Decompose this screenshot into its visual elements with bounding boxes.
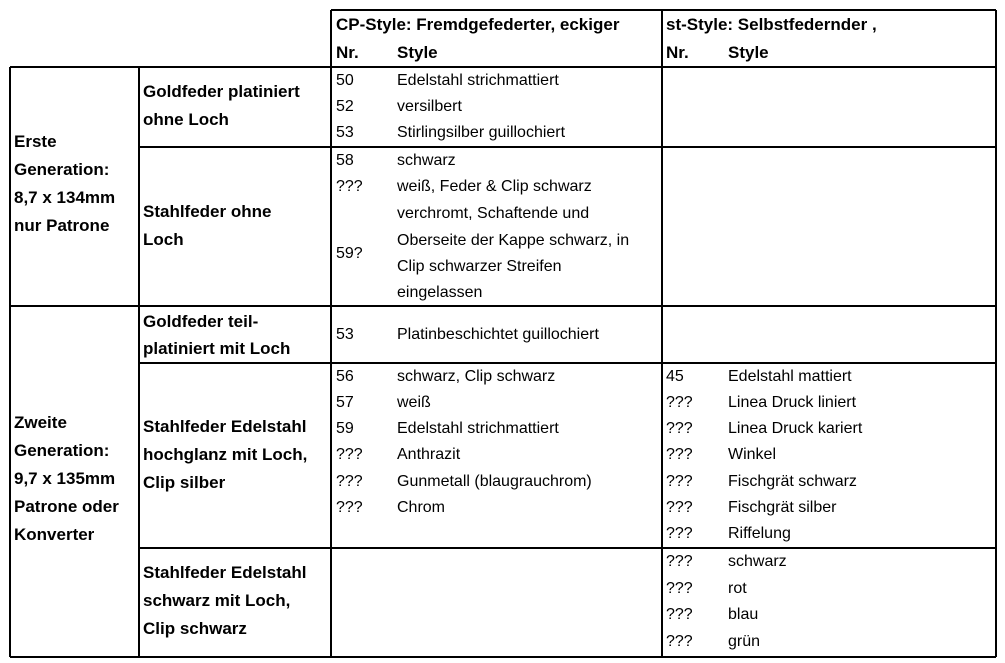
cp-style-cell: versilbert [397, 98, 462, 115]
st-style-cell: Linea Druck kariert [728, 420, 863, 437]
cp-nr-cell: 57 [336, 394, 354, 411]
st-nr-header: Nr. [666, 43, 689, 62]
st-nr-cell: ??? [666, 420, 693, 437]
st-style-cell: rot [728, 580, 747, 597]
cp-style-col-header: Style [397, 43, 438, 62]
gen-label-line: nur Patrone [14, 216, 110, 235]
cp-style-cell: Anthrazit [397, 446, 461, 463]
cp-style-line: schwarz [397, 152, 456, 169]
feed-label-line: Stahlfeder Edelstahl [143, 563, 307, 582]
gen-label-line: Generation: [14, 441, 110, 460]
cp-style-line: verchromt, Schaftende und [397, 205, 590, 222]
cp-style-line: Oberseite der Kappe schwarz, in [397, 232, 630, 249]
st-style-header: st-Style: Selbstfedernder , [666, 15, 877, 34]
cp-nr-cell: ??? [336, 499, 363, 516]
st-style-col-header: Style [728, 43, 769, 62]
feed-label-line: Clip schwarz [143, 619, 247, 638]
st-style-cell: Fischgrät schwarz [728, 473, 857, 490]
st-nr-cell: ??? [666, 633, 693, 650]
cp-style-line: eingelassen [397, 284, 483, 301]
cp-nr-cell: 56 [336, 368, 354, 385]
cp-nr-cell: ??? [336, 473, 363, 490]
feed-label-line: Stahlfeder Edelstahl [143, 417, 307, 436]
cp-style-cell: schwarz, Clip schwarz [397, 368, 556, 385]
st-style-cell: Riffelung [728, 525, 791, 542]
st-nr-cell: 45 [666, 368, 684, 385]
gen-label-line: 9,7 x 135mm [14, 469, 116, 488]
gen-label-line: Generation: [14, 160, 110, 179]
feed-label-line: platiniert mit Loch [143, 339, 291, 358]
st-nr-cell: ??? [666, 525, 693, 542]
cp-style-line: Clip schwarzer Streifen [397, 258, 562, 275]
cp-nr-header: Nr. [336, 43, 359, 62]
cp-nr-cell: 52 [336, 98, 354, 115]
st-style-cell: blau [728, 606, 759, 623]
cp-style-cell: Stirlingsilber guillochiert [397, 124, 566, 141]
cp-style-cell: Chrom [397, 499, 446, 516]
st-nr-cell: ??? [666, 606, 693, 623]
st-style-cell: Fischgrät silber [728, 499, 837, 516]
st-style-cell: Winkel [728, 446, 777, 463]
feed-label-line: Loch [143, 230, 184, 249]
feed-label-line: Goldfeder platiniert [143, 82, 300, 101]
cp-nr-cell: 53 [336, 326, 354, 343]
cp-style-cell: Platinbeschichtet guillochiert [397, 326, 599, 343]
feed-label-line: schwarz mit Loch, [143, 591, 291, 610]
feed-label-line: Goldfeder teil- [143, 312, 259, 331]
cp-style-cell: weiß [397, 394, 431, 411]
feed-label-line: Stahlfeder ohne [143, 202, 272, 221]
st-nr-cell: ??? [666, 553, 693, 570]
cp-nr-cell: ??? [336, 178, 363, 195]
gen-label-line: Erste [14, 132, 57, 151]
cp-style-cell: Gunmetall (blaugrauchrom) [397, 473, 592, 490]
cp-nr-cell: ??? [336, 446, 363, 463]
st-nr-cell: ??? [666, 473, 693, 490]
st-style-cell: schwarz [728, 553, 787, 570]
cp-style-header: CP-Style: Fremdgefederter, eckiger [336, 15, 620, 34]
cp-nr-cell: 58 [336, 152, 354, 169]
st-nr-cell: ??? [666, 446, 693, 463]
st-style-cell: Edelstahl mattiert [728, 368, 852, 385]
feed-label-line: Clip silber [143, 473, 226, 492]
gen-label-line: Konverter [14, 525, 95, 544]
cp-nr-cell: 50 [336, 72, 354, 89]
gen-label-line: Patrone oder [14, 497, 119, 516]
st-nr-cell: ??? [666, 499, 693, 516]
st-style-cell: Linea Druck liniert [728, 394, 857, 411]
st-nr-cell: ??? [666, 394, 693, 411]
feed-label-line: hochglanz mit Loch, [143, 445, 308, 464]
feed-label-line: ohne Loch [143, 110, 229, 129]
cp-style-line: weiß, Feder & Clip schwarz [397, 178, 592, 195]
gen-label-line: 8,7 x 134mm [14, 188, 116, 207]
cp-nr-cell: 53 [336, 124, 354, 141]
gen-label-line: Zweite [14, 413, 67, 432]
cp-style-cell: Edelstahl strichmattiert [397, 420, 559, 437]
cp-style-cell: Edelstahl strichmattiert [397, 72, 559, 89]
st-style-cell: grün [728, 633, 761, 650]
st-nr-cell: ??? [666, 580, 693, 597]
cp-nr-cell: 59? [336, 245, 363, 262]
cp-nr-cell: 59 [336, 420, 354, 437]
